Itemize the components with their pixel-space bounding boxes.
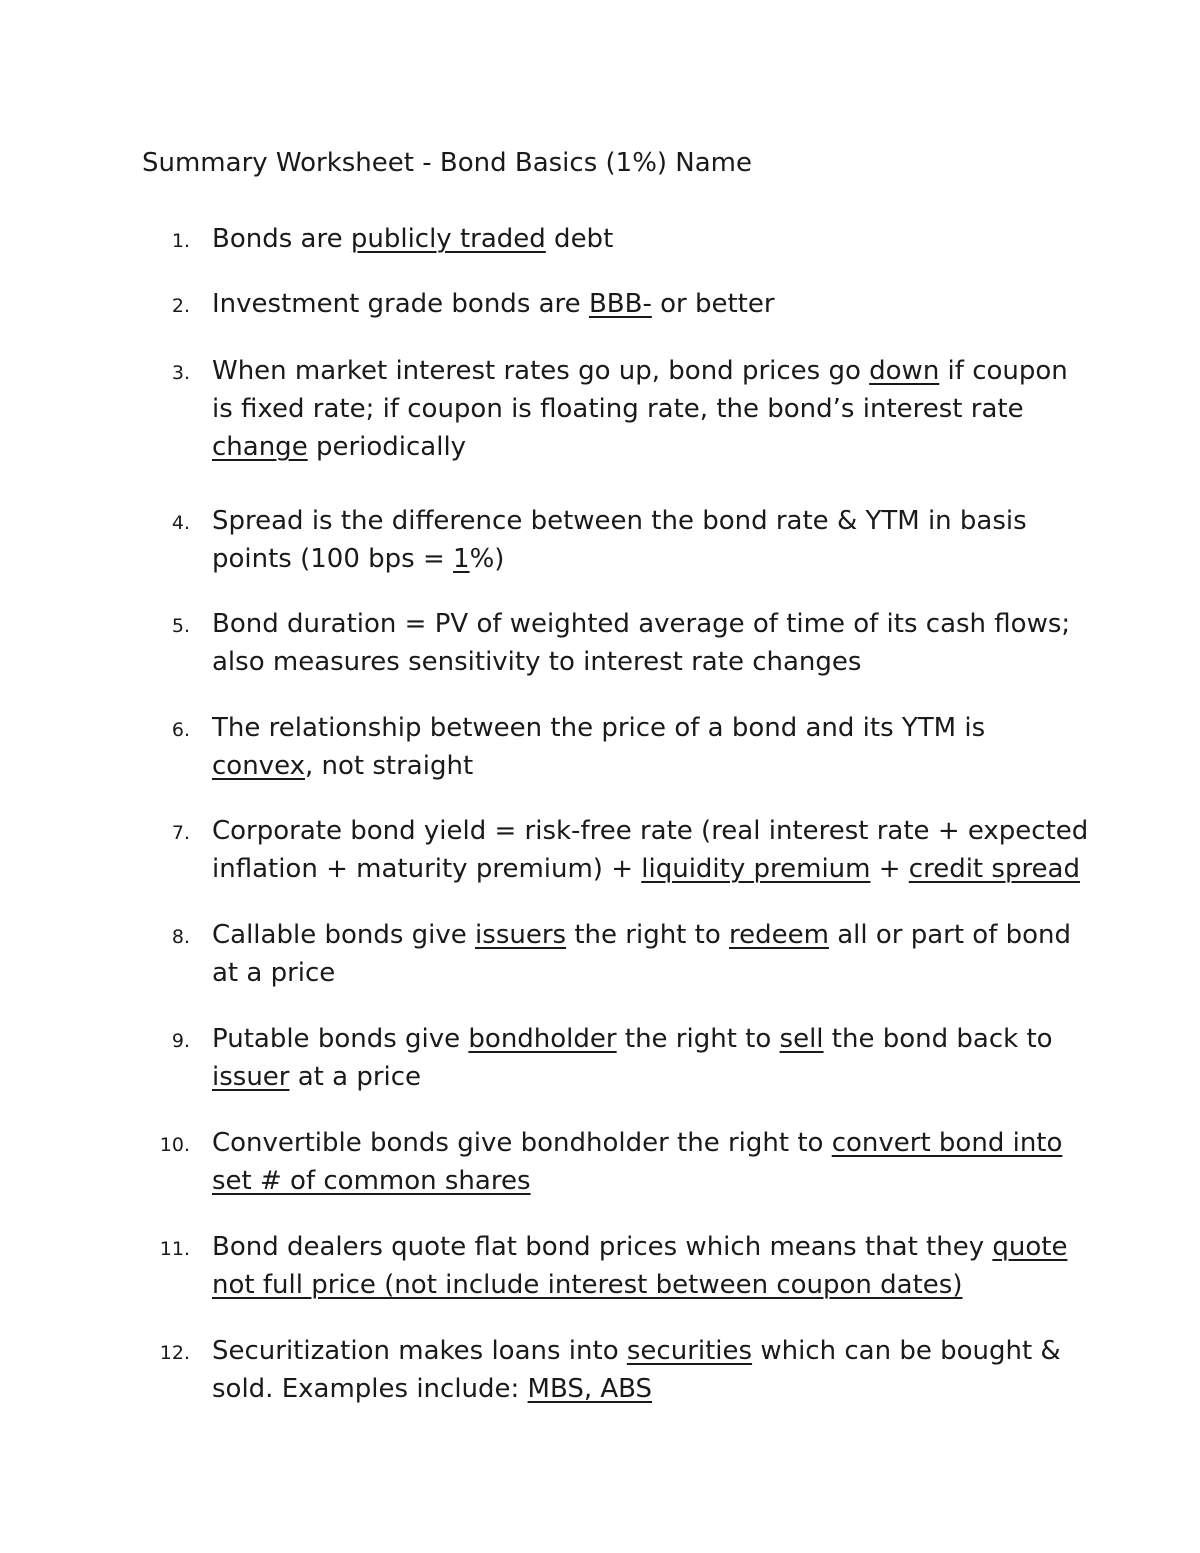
statement-text: Corporate bond yield = risk-free rate (real interest rate + expected bbox=[212, 816, 1089, 846]
item-line bbox=[212, 812, 1092, 850]
statement-text: %) bbox=[469, 544, 505, 574]
item-line bbox=[212, 502, 1092, 540]
statement-text: at a price bbox=[212, 958, 336, 988]
item-line bbox=[212, 428, 1092, 466]
item-line bbox=[212, 390, 1092, 428]
item-line bbox=[212, 285, 1092, 323]
statement-text: the right to bbox=[566, 920, 729, 950]
item-number: 2. bbox=[171, 295, 190, 317]
item-line bbox=[212, 1124, 1092, 1162]
item-text bbox=[212, 1124, 1092, 1200]
answer-text: set # of common shares bbox=[212, 1166, 531, 1196]
answer-text: issuer bbox=[212, 1062, 290, 1092]
statement-text: The relationship between the price of a bond and its YTM is bbox=[212, 713, 986, 743]
item-number: 9. bbox=[171, 1030, 190, 1052]
statement-text: all or part of bond bbox=[828, 920, 1072, 950]
item-line bbox=[212, 1228, 1092, 1266]
answer-text: issuers bbox=[475, 920, 567, 950]
statement-text: or better bbox=[651, 289, 775, 319]
statement-text: Putable bonds give bbox=[212, 1024, 469, 1054]
answer-text: convex bbox=[212, 751, 305, 781]
statement-text: at a price bbox=[289, 1062, 422, 1092]
item-line bbox=[212, 1020, 1092, 1058]
item-number: 4. bbox=[171, 512, 190, 534]
item-text bbox=[212, 502, 1092, 578]
answer-text: securities bbox=[626, 1336, 753, 1366]
answer-text: publicly traded bbox=[350, 224, 546, 254]
statement-text: periodically bbox=[307, 432, 467, 462]
answer-text: not full price (not include interest between coupon dates) bbox=[212, 1270, 963, 1300]
answer-text: convert bond into bbox=[831, 1128, 1063, 1158]
item-line bbox=[212, 709, 1092, 747]
statement-text: Convertible bonds give bondholder the right to bbox=[212, 1128, 832, 1158]
statement-text: the right to bbox=[616, 1024, 780, 1054]
answer-text: change bbox=[212, 432, 308, 462]
item-line bbox=[212, 1370, 1092, 1408]
item-text bbox=[212, 916, 1092, 992]
statement-text: Spread is the difference between the bond rate & YTM in basis bbox=[212, 506, 1027, 536]
item-text bbox=[212, 1332, 1092, 1408]
item-number: 10. bbox=[159, 1134, 190, 1156]
answer-text: credit spread bbox=[908, 854, 1080, 884]
statement-text: Securitization makes loans into bbox=[212, 1336, 627, 1366]
statement-text: is fixed rate; if coupon is floating rate, the bond’s interest rate bbox=[212, 394, 1024, 424]
item-line bbox=[212, 1266, 1092, 1304]
item-number: 6. bbox=[171, 719, 190, 741]
item-line bbox=[212, 352, 1092, 390]
statement-text: , not straight bbox=[305, 751, 474, 781]
item-text bbox=[212, 352, 1092, 466]
item-text bbox=[212, 605, 1092, 681]
answer-text: 1 bbox=[453, 544, 470, 574]
statement-text: Investment grade bonds are bbox=[212, 289, 589, 319]
statement-text: sold. Examples include: bbox=[212, 1374, 528, 1404]
statement-text: When market interest rates go up, bond prices go bbox=[212, 356, 870, 386]
answer-text: sell bbox=[779, 1024, 824, 1054]
item-line bbox=[212, 1162, 1092, 1200]
answer-text: BBB- bbox=[588, 289, 652, 319]
answer-text: bondholder bbox=[468, 1024, 617, 1054]
item-line bbox=[212, 916, 1092, 954]
item-line bbox=[212, 1058, 1092, 1096]
statement-text: points (100 bps = bbox=[212, 544, 454, 574]
item-number: 11. bbox=[159, 1238, 190, 1260]
item-text bbox=[212, 1020, 1092, 1096]
statement-text: Bond dealers quote flat bond prices which means that they bbox=[212, 1232, 993, 1262]
statement-text: if coupon bbox=[939, 356, 1068, 386]
answer-text: down bbox=[869, 356, 940, 386]
item-number: 7. bbox=[171, 822, 190, 844]
item-number: 3. bbox=[171, 362, 190, 384]
item-line bbox=[212, 850, 1092, 888]
item-line bbox=[212, 954, 1092, 992]
item-text bbox=[212, 812, 1092, 888]
statement-text: inflation + maturity premium) + bbox=[212, 854, 642, 884]
item-number: 5. bbox=[171, 615, 190, 637]
item-number: 1. bbox=[171, 230, 190, 252]
answer-text: redeem bbox=[729, 920, 829, 950]
statement-text: the bond back to bbox=[823, 1024, 1053, 1054]
statement-text: Bond duration = PV of weighted average of time of its cash flows; bbox=[212, 609, 1071, 639]
item-text bbox=[212, 220, 1092, 258]
statement-text: Callable bonds give bbox=[212, 920, 476, 950]
item-number: 12. bbox=[159, 1342, 190, 1364]
statement-text: which can be bought & bbox=[752, 1336, 1061, 1366]
item-line bbox=[212, 643, 1092, 681]
item-number: 8. bbox=[171, 926, 190, 948]
item-line bbox=[212, 747, 1092, 785]
answer-text: quote bbox=[992, 1232, 1068, 1262]
item-line bbox=[212, 540, 1092, 578]
statement-text: debt bbox=[545, 224, 614, 254]
item-line bbox=[212, 220, 1092, 258]
answer-text: MBS, ABS bbox=[527, 1374, 653, 1404]
statement-text: also measures sensitivity to interest rate changes bbox=[212, 647, 862, 677]
item-text bbox=[212, 285, 1092, 323]
item-text bbox=[212, 709, 1092, 785]
statement-text: + bbox=[870, 854, 909, 884]
item-line bbox=[212, 605, 1092, 643]
item-text bbox=[212, 1228, 1092, 1304]
item-line bbox=[212, 1332, 1092, 1370]
worksheet-title: Summary Worksheet - Bond Basics (1%) Name bbox=[142, 148, 753, 178]
answer-text: liquidity premium bbox=[641, 854, 871, 884]
statement-text: Bonds are bbox=[212, 224, 351, 254]
